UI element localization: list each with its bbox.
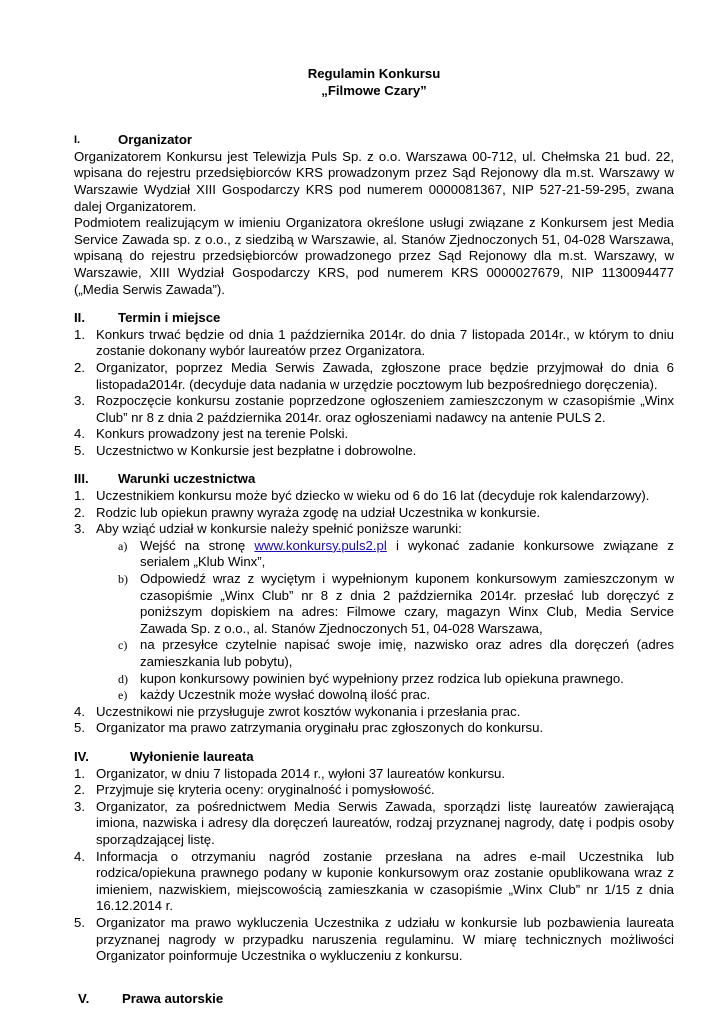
list-item (74, 360, 674, 393)
list-item (74, 782, 674, 799)
section-5-number: V. (78, 990, 90, 1006)
item-text: Organizator, za pośrednictwem Media Serwis Zawada, sporządzi listę laureatów zawierającą imiona, nazwiska i adresy dla doręczeń laureatów, rodzaj przyznanej nagrody, datę i podpis osoby sporządzającej listę. (96, 798, 674, 847)
list-item (74, 505, 674, 522)
section-2-title: Termin i miejsce (118, 310, 221, 326)
sub-item-b (118, 571, 674, 637)
section-4-heading (74, 749, 674, 766)
section-4-title: Wyłonienie laureata (130, 748, 254, 764)
section-1-title: Organizator (118, 132, 193, 148)
item-number: 3. (74, 521, 85, 537)
item-number: 5. (74, 442, 85, 458)
list-item (74, 704, 674, 721)
section-3-number: III. (74, 471, 89, 487)
item-text: Uczestnictwo w Konkursie jest bezpłatne i dobrowolne. (96, 442, 417, 458)
section-1-number: I. (74, 134, 81, 147)
list-item (74, 766, 674, 783)
item-text: Rodzic lub opiekun prawny wyraża zgodę na udział Uczestnika w konkursie. (96, 504, 541, 520)
sub-item-letter: a) (118, 538, 128, 553)
section-2-list (74, 327, 674, 460)
organizer-paragraph: Organizatorem Konkursu jest Telewizja Puls Sp. z o.o. Warszawa 00-712, ul. Chełmska 21 bud. 22, wpisana do rejestru przedsiębiorców KRS prowadzonym przez Sąd Rejonowy dla m.st. Warszawy w Warszawie Wydział XIII Gospodarczy KRS pod numerem 0000081367, NIP 527-21-59-295, zwana dalej Organizatorem. (74, 148, 674, 214)
item-number: 5. (74, 914, 85, 930)
list-item (74, 720, 674, 737)
list-item (74, 393, 674, 426)
item-number: 3. (74, 393, 85, 409)
sub-item-text-post: i wykonać zadanie konkursowe związane z serialem „Klub Winx”, (140, 537, 674, 570)
operator-paragraph: Podmiotem realizującym w imieniu Organizatora określone usługi związane z Konkursem jest Media Service Zawada sp. z o.o., z siedzibą w Warszawie, al. Stanów Zjednoczonych 51, 04-028 Warszawa, wpisaną do rejestru przedsiębiorców prowadzonego przez Sąd Rejonowy dla m.st. Warszawy, w Warszawie, XIII Wydział Gospodarczy KRS, pod numerem KRS 0000027679, NIP 1130094477 („Media Serwis Zawada”). (74, 215, 674, 297)
item-text: Organizator ma prawo wykluczenia Uczestnika z udziału w konkursie lub pozbawienia laureata przyznanej nagrody w przypadku naruszenia regulaminu. W miarę technicznych możliwości Organizator poinformuje Uczestnika o wykluczeniu z konkursu. (96, 914, 674, 964)
sub-item-letter: e) (118, 688, 128, 703)
item-text: Przyjmuje się kryteria oceny: oryginalność i pomysłowość. (96, 782, 435, 798)
section-2-number: II. (74, 310, 85, 326)
item-text: Konkurs prowadzony jest na terenie Polski. (96, 426, 349, 442)
sub-item-text: kupon konkursowy powinien być wypełniony przez rodzica lub opiekuna prawnego. (140, 670, 624, 686)
item-number: 4. (74, 848, 85, 864)
list-item (74, 849, 674, 915)
list-item (74, 327, 674, 360)
sub-item-text: na przesyłce czytelnie napisać swoje imię, nazwisko oraz adres dla doręczeń (adres zamieszkania lub pobytu), (140, 637, 674, 669)
item-number: 2. (74, 504, 85, 520)
item-number: 1. (74, 765, 85, 781)
section-2-heading (74, 310, 674, 327)
item-number: 4. (74, 426, 85, 442)
section-3-title: Warunki uczestnictwa (118, 471, 256, 487)
contest-website-link[interactable]: www.konkursy.puls2.pl (254, 537, 387, 553)
item-text: Uczestnikiem konkursu może być dziecko w wieku od 6 do 16 lat (decyduje rok kalendarzowy). (96, 488, 650, 504)
list-item (74, 488, 674, 505)
item-text: Aby wziąć udział w konkursie należy spełnić poniższe warunki: (96, 521, 462, 537)
document-page (74, 66, 674, 1007)
item-number: 3. (74, 798, 85, 814)
document-subtitle: „Filmowe Czary” (321, 82, 427, 98)
item-number: 1. (74, 488, 85, 504)
section-1-heading (74, 132, 674, 149)
section-4-number: IV. (74, 748, 89, 764)
item-text: Rozpoczęcie konkursu zostanie poprzedzone ogłoszeniem zamieszczonym w czasopiśmie „Winx Club” nr 8 z dnia 2 października 2014r. oraz ogłoszeniami nadawcy na antenie PULS 2. (96, 393, 674, 425)
list-item (74, 426, 674, 443)
sub-item-letter: b) (118, 572, 128, 587)
sub-item-e (118, 687, 674, 704)
sub-item-c (118, 637, 674, 670)
sub-item-a (118, 538, 674, 571)
list-item (74, 443, 674, 460)
item-number: 1. (74, 326, 85, 342)
item-text: Organizator, poprzez Media Serwis Zawada, zgłoszone prace będzie przyjmował do dnia 6 listopada2014r. (decyduje data nadania w urzędzie pocztowym lub bezpośredniego doręczenia). (96, 359, 674, 392)
list-item (74, 799, 674, 849)
sub-item-text (140, 538, 674, 571)
item-number: 5. (74, 720, 85, 736)
item-number: 2. (74, 359, 85, 375)
sub-item-letter: d) (118, 671, 128, 686)
section-5-heading (78, 991, 674, 1008)
section-3-heading (74, 471, 674, 488)
list-item (74, 915, 674, 965)
list-item (74, 521, 674, 538)
sub-item-text-pre: Wejść na stronę (140, 537, 255, 553)
section-3-list (74, 488, 674, 737)
sub-item-letter: c) (118, 638, 128, 653)
sub-item-text: Odpowiedź wraz z wyciętym i wypełnionym kuponem konkursowym zamieszczonym w czasopiśmie „Winx Club” nr 8 z dnia 2 października 2014r. przesłać lub doręczyć z poniższym dopiskiem na adres: Filmowe czary, magazyn Winx Club, Media Service Zawada Sp. z o.o., al. Stanów Zjednoczonych 51, 04-028 Warszawa, (140, 571, 674, 636)
item-text: Informacja o otrzymaniu nagród zostanie przesłana na adres e-mail Uczestnika lub rodzica/opiekuna prawnego podany w kuponie konkursowym oraz zostanie opublikowana wraz z imieniem, nazwiskiem, miejscowością zamieszkania w czasopiśmie „Winx Club” nr 1/15 z dnia 16.12.2014 r. (96, 848, 674, 914)
section-5-title: Prawa autorskie (122, 990, 224, 1006)
item-text: Konkurs trwać będzie od dnia 1 października 2014r. do dnia 7 listopada 2014r., w którym to dniu zostanie dokonany wybór laureatów przez Organizatora. (96, 326, 674, 359)
sub-item-d (118, 671, 674, 688)
item-number: 2. (74, 782, 85, 798)
item-text: Organizator ma prawo zatrzymania oryginału prac zgłoszonych do konkursu. (96, 720, 544, 736)
item-number: 4. (74, 703, 85, 719)
item-text: Uczestnikowi nie przysługuje zwrot kosztów wykonania i przesłania prac. (96, 703, 521, 719)
document-title: Regulamin Konkursu (307, 66, 441, 81)
item-text: Organizator, w dniu 7 listopada 2014 r., wyłoni 37 laureatów konkursu. (96, 765, 506, 781)
sub-item-text: każdy Uczestnik może wysłać dowolną ilość prac. (140, 687, 431, 703)
section-4-list (74, 766, 674, 965)
